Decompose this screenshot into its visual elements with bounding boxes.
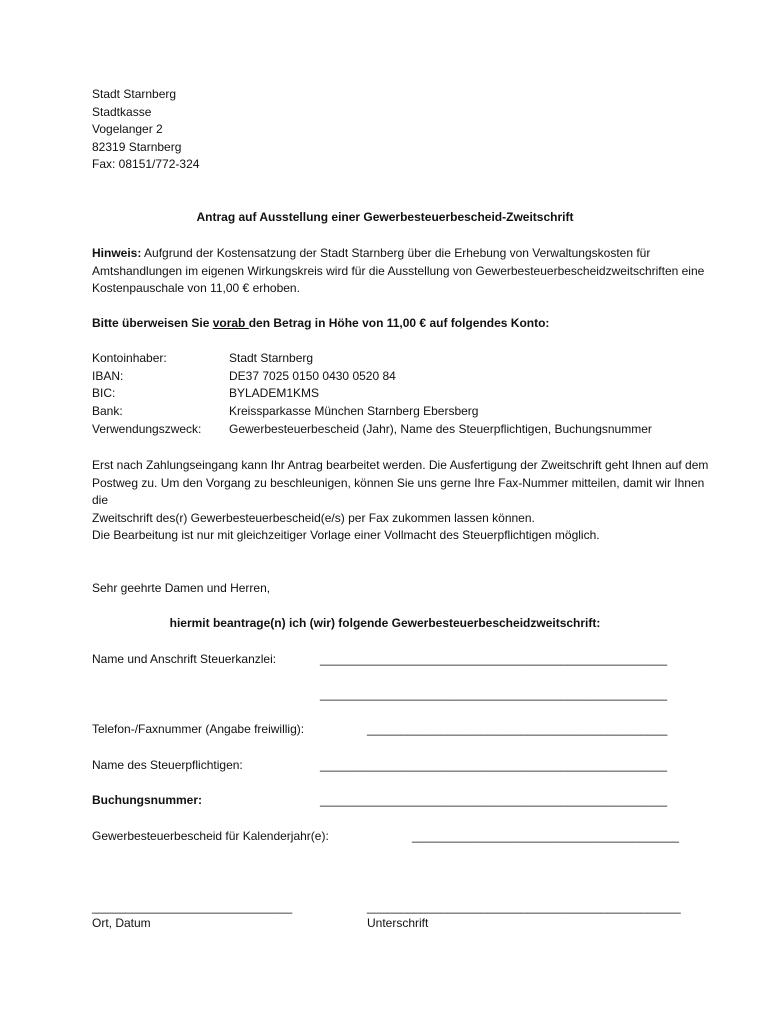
account-value-holder: Stadt Starnberg xyxy=(229,351,314,365)
notice-label: Hinweis: xyxy=(92,246,142,260)
transfer-instruction xyxy=(92,315,549,332)
signature-line-place-date[interactable]: ______________________________ xyxy=(92,900,293,914)
signature-label-signature: Unterschrift xyxy=(367,916,429,930)
transfer-after: den Betrag in Höhe von 11,00 € auf folgendes Konto: xyxy=(248,316,550,330)
field-line-phone[interactable]: _____________________________________________ xyxy=(367,722,668,736)
processing-line-3: Zweitschrift des(r) Gewerbesteuerbescheid(e/s) per Fax zukommen lassen können. xyxy=(92,510,535,525)
notice-line-1: Aufgrund der Kostensatzung der Stadt Starnberg über die Erhebung von Verwaltungskosten für xyxy=(144,246,651,260)
field-label-booking: Buchungsnummer: xyxy=(92,793,203,807)
account-label-bank: Bank: xyxy=(92,404,123,418)
field-line-year[interactable]: ________________________________________ xyxy=(412,829,679,843)
account-label-holder: Kontoinhaber: xyxy=(92,351,167,365)
request-heading: hiermit beantrage(n) ich (wir) folgende Gewerbesteuerbescheidzweitschrift: xyxy=(169,616,601,630)
field-line-office-1[interactable]: ____________________________________________________ xyxy=(320,652,668,666)
account-label-bic: BIC: xyxy=(92,386,116,400)
address-fax: Fax: 08151/772-324 xyxy=(92,157,200,171)
signature-line-signature[interactable]: _______________________________________________ xyxy=(367,900,681,914)
account-label-iban: IBAN: xyxy=(92,369,124,383)
document-title: Antrag auf Ausstellung einer Gewerbesteuerbescheid-Zweitschrift xyxy=(196,210,574,224)
address-line-1: Stadt Starnberg xyxy=(92,87,177,101)
address-line-2: Stadtkasse xyxy=(92,105,152,119)
signature-label-place-date: Ort, Datum xyxy=(92,916,151,930)
account-value-bank: Kreissparkasse München Starnberg Ebersberg xyxy=(229,404,479,418)
address-line-3: Vogelanger 2 xyxy=(92,122,163,136)
notice-line-2: Amtshandlungen im eigenen Wirkungskreis wird für die Ausstellung von Gewerbesteuerbescheidzweitschriften eine xyxy=(92,263,705,278)
account-label-purpose: Verwendungszweck: xyxy=(92,422,202,436)
account-value-bic: BYLADEM1KMS xyxy=(229,386,320,400)
field-label-phone: Telefon-/Faxnummer (Angabe freiwillig): xyxy=(92,722,305,736)
salutation: Sehr geehrte Damen und Herren, xyxy=(92,581,271,595)
processing-line-1: Erst nach Zahlungseingang kann Ihr Antrag bearbeitet werden. Die Ausfertigung der Zweitschrift geht Ihnen auf dem xyxy=(92,458,709,472)
account-value-iban: DE37 7025 0150 0430 0520 84 xyxy=(229,369,396,383)
account-value-purpose: Gewerbesteuerbescheid (Jahr), Name des Steuerpflichtigen, Buchungsnummer xyxy=(229,422,652,436)
field-line-taxpayer[interactable]: ____________________________________________________ xyxy=(320,758,668,772)
field-line-office-2[interactable]: ____________________________________________________ xyxy=(320,687,668,701)
processing-paragraph xyxy=(92,457,722,527)
processing-line-2: Postweg zu. Um den Vorgang zu beschleunigen, können Sie uns gerne Ihre Fax-Nummer mitteilen, damit wir Ihnen die xyxy=(92,475,705,507)
field-line-booking[interactable]: ____________________________________________________ xyxy=(320,793,668,807)
notice-paragraph xyxy=(92,245,722,298)
authorization-note: Die Bearbeitung ist nur mit gleichzeitiger Vorlage einer Vollmacht des Steuerpflichtigen möglich. xyxy=(92,528,600,542)
notice-line-3: Kostenpauschale von 11,00 € erhoben. xyxy=(92,281,300,295)
field-label-taxpayer: Name des Steuerpflichtigen: xyxy=(92,758,243,772)
field-label-office: Name und Anschrift Steuerkanzlei: xyxy=(92,652,277,666)
address-line-4: 82319 Starnberg xyxy=(92,140,182,154)
field-label-year: Gewerbesteuerbescheid für Kalenderjahr(e): xyxy=(92,829,329,843)
transfer-underlined: vorab xyxy=(212,316,249,330)
transfer-before: Bitte überweisen Sie xyxy=(92,316,213,330)
